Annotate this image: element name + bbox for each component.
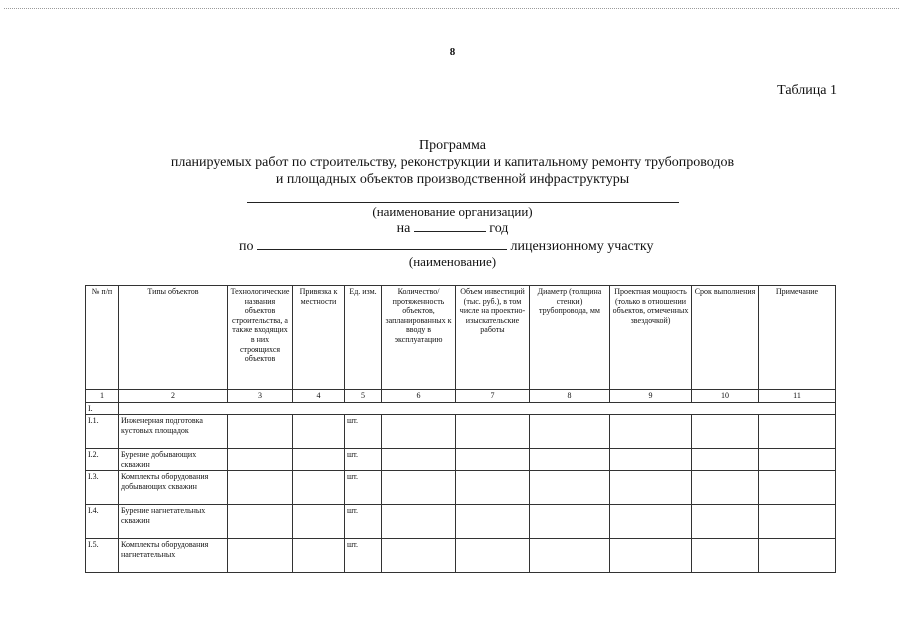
year-blank-line	[414, 219, 486, 232]
cell	[610, 539, 692, 573]
column-number: 1	[86, 390, 119, 403]
works-program-table	[85, 285, 836, 573]
cell	[456, 471, 530, 505]
cell	[530, 449, 610, 471]
unit: шт.	[345, 449, 382, 471]
cell	[530, 539, 610, 573]
cell	[692, 505, 759, 539]
column-number: 7	[456, 390, 530, 403]
column-number: 3	[228, 390, 293, 403]
cell	[293, 539, 345, 573]
top-dotted-line	[4, 8, 899, 9]
cell	[610, 505, 692, 539]
cell	[228, 449, 293, 471]
unit: шт.	[345, 471, 382, 505]
object-type: Комплекты оборудования добывающих скважин	[119, 471, 228, 505]
header-cell: Ед. изм.	[345, 286, 382, 390]
row-number: I.1.	[86, 415, 119, 449]
cell	[759, 415, 836, 449]
header-cell: Срок выполнения	[692, 286, 759, 390]
organization-caption: (наименование организации)	[372, 204, 533, 219]
cell	[382, 539, 456, 573]
cell	[692, 449, 759, 471]
organization-name-line	[247, 202, 679, 203]
cell	[759, 449, 836, 471]
title-line-3: и площадных объектов производственной инфраструктуры	[275, 172, 630, 187]
license-row	[239, 237, 653, 255]
cell	[382, 505, 456, 539]
cell	[456, 539, 530, 573]
cell	[610, 449, 692, 471]
header-cell: Объем инвестиций (тыс. руб.), в том числе на проектно-изыскательские работы	[456, 286, 530, 390]
cell	[530, 505, 610, 539]
cell	[293, 415, 345, 449]
header-row	[86, 286, 836, 390]
header-cell: Диаметр (толщина стенки) трубопровода, мм	[530, 286, 610, 390]
table-row	[86, 415, 836, 449]
row-number: I.5.	[86, 539, 119, 573]
table-row	[86, 471, 836, 505]
cell	[293, 471, 345, 505]
section-number: I.	[86, 402, 119, 415]
cell	[759, 539, 836, 573]
cell	[692, 415, 759, 449]
cell	[382, 449, 456, 471]
cell	[759, 505, 836, 539]
table-row	[86, 505, 836, 539]
header-cell: № п/п	[86, 286, 119, 390]
license-suffix: лицензионному участку	[510, 239, 654, 254]
license-prefix: по	[239, 239, 254, 254]
year-prefix: на	[396, 221, 411, 236]
table-row	[86, 539, 836, 573]
header-cell: Количество/ протяженность объектов, запланированных к вводу в эксплуатацию	[382, 286, 456, 390]
header-cell: Типы объектов	[119, 286, 228, 390]
section-cell	[119, 402, 836, 415]
cell	[293, 449, 345, 471]
column-number: 10	[692, 390, 759, 403]
row-number: I.3.	[86, 471, 119, 505]
cell	[293, 505, 345, 539]
table-label: Таблица 1	[777, 83, 837, 98]
object-type: Комплекты оборудования нагнетательных	[119, 539, 228, 573]
header-cell: Примечание	[759, 286, 836, 390]
cell	[228, 505, 293, 539]
section-row	[86, 402, 836, 415]
cell	[228, 539, 293, 573]
object-type: Бурение добывающих скважин	[119, 449, 228, 471]
column-number: 2	[119, 390, 228, 403]
column-number: 8	[530, 390, 610, 403]
cell	[692, 539, 759, 573]
header-cell: Проектная мощность (только в отношении объектов, отмеченных звездочкой)	[610, 286, 692, 390]
cell	[692, 471, 759, 505]
object-type: Инженерная подготовка кустовых площадок	[119, 415, 228, 449]
cell	[456, 449, 530, 471]
cell	[456, 415, 530, 449]
cell	[759, 471, 836, 505]
object-type: Бурение нагнетательных скважин	[119, 505, 228, 539]
column-number-row	[86, 390, 836, 403]
license-blank-line	[257, 237, 507, 250]
cell	[382, 415, 456, 449]
cell	[610, 415, 692, 449]
row-number: I.4.	[86, 505, 119, 539]
header-cell: Технологические названия объектов строительства, а также входящих в них строящихся объектов	[228, 286, 293, 390]
cell	[382, 471, 456, 505]
title-line-2: планируемых работ по строительству, реконструкции и капитальному ремонту трубопроводов	[170, 155, 735, 170]
page-number: 8	[449, 46, 456, 58]
unit: шт.	[345, 505, 382, 539]
unit: шт.	[345, 415, 382, 449]
column-number: 5	[345, 390, 382, 403]
column-number: 9	[610, 390, 692, 403]
cell	[530, 415, 610, 449]
title-line-1: Программа	[419, 138, 486, 153]
name-caption: (наименование)	[408, 254, 497, 269]
column-number: 11	[759, 390, 836, 403]
column-number: 6	[382, 390, 456, 403]
column-number: 4	[293, 390, 345, 403]
cell	[456, 505, 530, 539]
year-suffix: год	[489, 221, 509, 236]
unit: шт.	[345, 539, 382, 573]
cell	[530, 471, 610, 505]
table-row	[86, 449, 836, 471]
cell	[228, 471, 293, 505]
row-number: I.2.	[86, 449, 119, 471]
year-row	[0, 219, 905, 237]
header-cell: Привязка к местности	[293, 286, 345, 390]
cell	[228, 415, 293, 449]
cell	[610, 471, 692, 505]
